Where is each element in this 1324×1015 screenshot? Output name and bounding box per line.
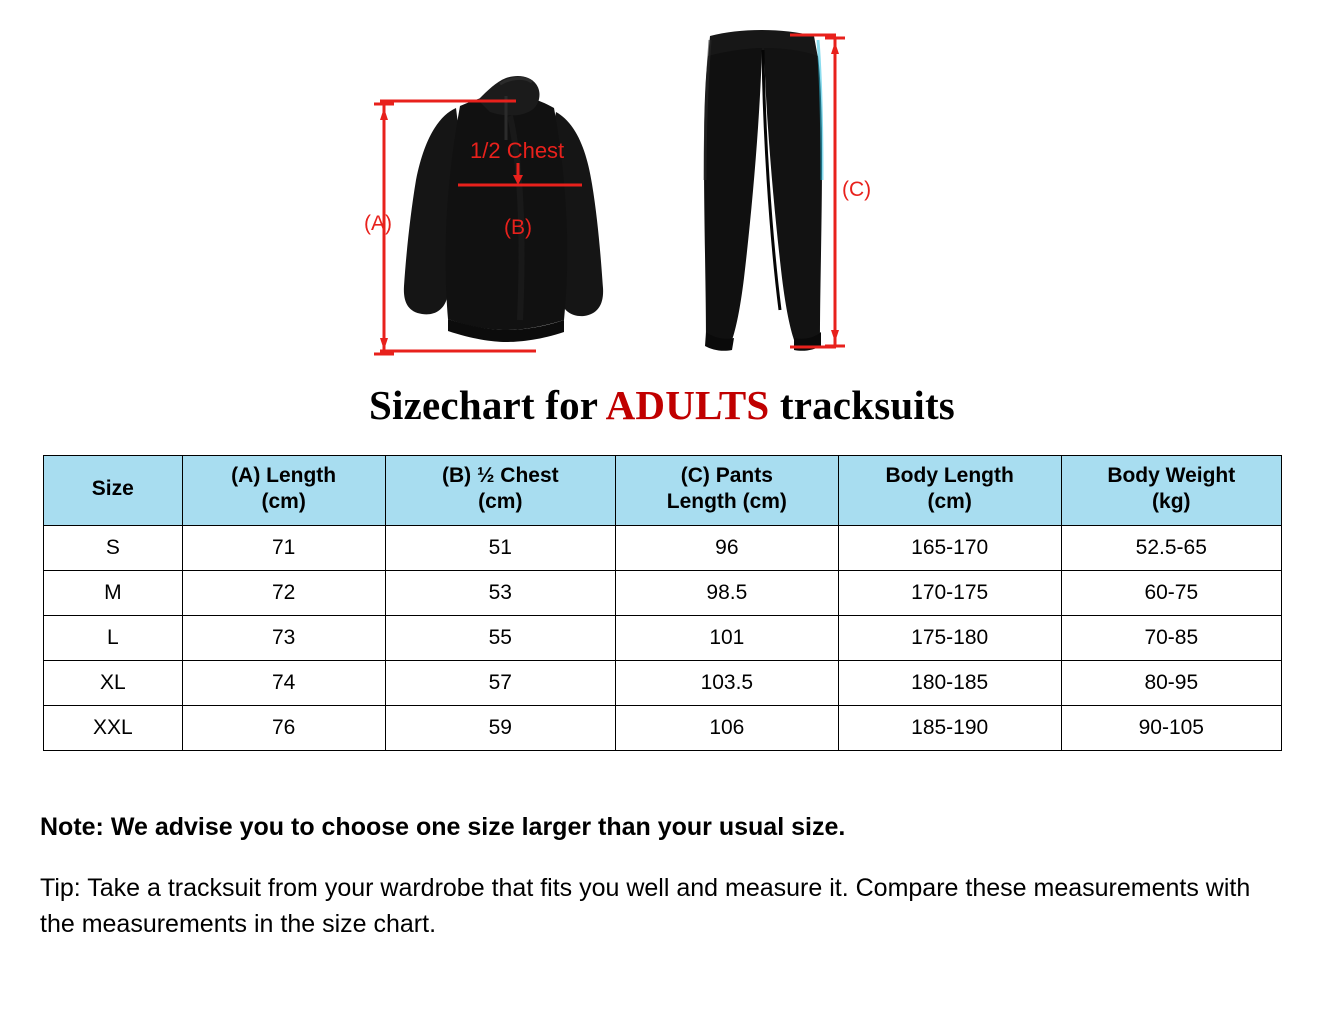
cell-size: L (44, 615, 183, 660)
cell-body-weight: 80-95 (1061, 660, 1281, 705)
cell-length: 71 (182, 525, 385, 570)
jacket-illustration (360, 20, 640, 370)
cell-length: 72 (182, 570, 385, 615)
dimension-label-b: (B) (504, 216, 532, 239)
cell-half-chest: 51 (385, 525, 615, 570)
column-header-size: Size (44, 456, 183, 526)
tip-text: Tip: Take a tracksuit from your wardrobe that fits you well and measure it. Compare these measurements with the measurements in the size chart. (40, 873, 1251, 938)
cell-size: M (44, 570, 183, 615)
cell-length: 76 (182, 705, 385, 750)
notes-section (40, 813, 1290, 943)
cell-body-weight: 52.5-65 (1061, 525, 1281, 570)
title-before: Sizechart for (369, 382, 606, 428)
cell-pants-length: 96 (615, 525, 838, 570)
jacket-svg (360, 20, 640, 370)
column-header-body-weight: Body Weight (kg) (1061, 456, 1281, 526)
cell-body-length: 165-170 (838, 525, 1061, 570)
column-header-half-chest: (B) ½ Chest (cm) (385, 456, 615, 526)
column-header-pants-length: (C) Pants Length (cm) (615, 456, 838, 526)
cell-pants-length: 98.5 (615, 570, 838, 615)
column-header-body-length: Body Length (cm) (838, 456, 1061, 526)
dimension-c-top-extension (790, 32, 840, 38)
pants-svg (690, 10, 910, 370)
cell-length: 73 (182, 615, 385, 660)
cell-pants-length: 103.5 (615, 660, 838, 705)
cell-body-length: 170-175 (838, 570, 1061, 615)
cell-size: XXL (44, 705, 183, 750)
product-illustration (0, 0, 1324, 375)
table-row (44, 660, 1282, 705)
pants-shape (704, 30, 822, 351)
cell-size: S (44, 525, 183, 570)
cell-body-weight: 90-105 (1061, 705, 1281, 750)
table-body (44, 525, 1282, 750)
page-title (0, 381, 1324, 429)
half-chest-label: 1/2 Chest (470, 138, 565, 163)
cell-pants-length: 101 (615, 615, 838, 660)
cell-body-weight: 70-85 (1061, 615, 1281, 660)
cell-half-chest: 59 (385, 705, 615, 750)
sizechart-table (43, 455, 1282, 751)
table-row (44, 525, 1282, 570)
jacket-shape (404, 76, 603, 342)
cell-body-length: 180-185 (838, 660, 1061, 705)
dimension-label-c: (C) (842, 178, 872, 201)
title-accent: ADULTS (605, 382, 770, 428)
dimension-label-a: (A) (364, 212, 392, 235)
table-row (44, 615, 1282, 660)
note-text: Note: We advise you to choose one size larger than your usual size. (40, 812, 846, 841)
table-row (44, 705, 1282, 750)
dimension-a-top-extension (380, 98, 520, 104)
cell-half-chest: 55 (385, 615, 615, 660)
pants-illustration (690, 10, 910, 370)
dimension-c-bottom-extension (790, 344, 840, 350)
table-row (44, 570, 1282, 615)
dimension-a-bottom-extension (380, 348, 540, 354)
cell-body-length: 185-190 (838, 705, 1061, 750)
cell-pants-length: 106 (615, 705, 838, 750)
table-header (44, 456, 1282, 526)
cell-half-chest: 53 (385, 570, 615, 615)
cell-half-chest: 57 (385, 660, 615, 705)
cell-body-weight: 60-75 (1061, 570, 1281, 615)
cell-size: XL (44, 660, 183, 705)
table-header-row (44, 456, 1282, 526)
sizechart-table-wrap (43, 455, 1282, 751)
title-after: tracksuits (769, 382, 955, 428)
cell-length: 74 (182, 660, 385, 705)
column-header-length: (A) Length (cm) (182, 456, 385, 526)
chest-arrow-icon (510, 163, 526, 187)
cell-body-length: 175-180 (838, 615, 1061, 660)
